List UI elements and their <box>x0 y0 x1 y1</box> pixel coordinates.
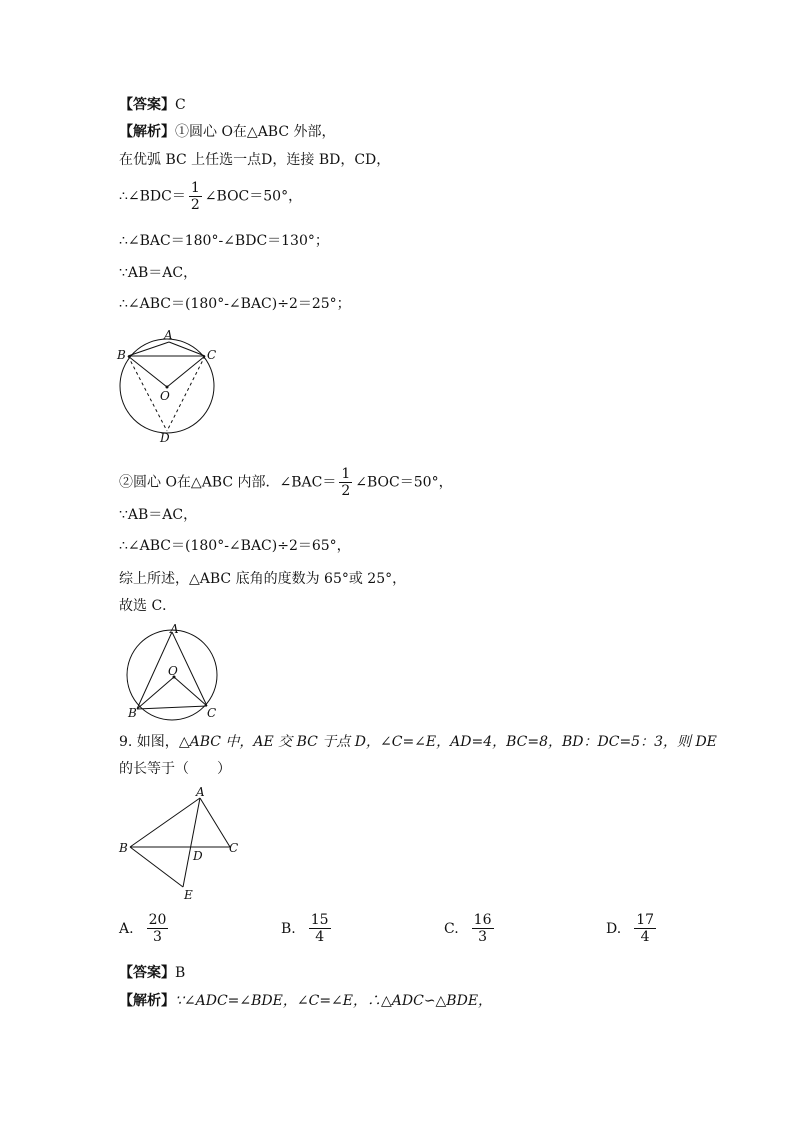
q9-stem-line-2: 的长等于（ ） <box>119 761 231 777</box>
segment-ac <box>200 798 230 847</box>
segment-ab <box>137 632 172 709</box>
label-c: C <box>229 841 239 855</box>
label-a: A <box>196 785 205 799</box>
analysis-text: ∵∠ADC=∠BDE，∠C=∠E，∴△ADC∽△BDE， <box>175 993 493 1009</box>
bdc-suffix: ∠BOC＝50°， <box>204 188 303 205</box>
half-fraction-2 <box>339 466 352 499</box>
fraction-denominator: 4 <box>315 929 325 945</box>
segment-be <box>130 847 183 887</box>
bac-line: ∴∠BAC＝180°-∠BDC＝130°； <box>119 233 329 249</box>
fraction-denominator: 3 <box>478 929 488 945</box>
answer-tag: 【答案】 <box>119 97 175 113</box>
q9-answer-line <box>119 964 185 982</box>
fraction-denominator: 4 <box>640 929 650 945</box>
case1-title: ①圆心 O在△ABC 外部， <box>175 124 336 140</box>
case2-suffix: ∠BOC＝50°， <box>355 474 453 491</box>
segment-ae <box>183 798 200 887</box>
option-fraction <box>634 912 656 945</box>
q8-answer-line <box>119 96 186 114</box>
label-d: D <box>160 431 170 445</box>
analysis-tag: 【解析】 <box>119 124 175 140</box>
label-o: O <box>160 389 170 403</box>
option-c[interactable] <box>444 912 497 945</box>
segment-co <box>167 356 205 387</box>
bdc-prefix: ∴∠BDC＝ <box>119 188 186 205</box>
fraction-numerator: 16 <box>473 912 492 928</box>
case2-line <box>119 466 453 499</box>
abc-line-1: ∴∠ABC＝(180°-∠BAC)÷2＝25°； <box>119 296 351 312</box>
option-label: D. <box>606 920 622 937</box>
conclusion-line: 故选 C． <box>119 598 177 614</box>
label-e: E <box>184 888 193 902</box>
q9-stem-line-1 <box>119 733 717 751</box>
segment-co <box>174 677 207 706</box>
figure-2-circle-inside <box>115 620 230 725</box>
fraction-numerator: 20 <box>148 912 167 928</box>
option-b[interactable] <box>281 912 334 945</box>
option-fraction <box>309 912 331 945</box>
fraction-denominator: 2 <box>190 197 200 213</box>
answer-tag: 【答案】 <box>119 965 175 981</box>
label-b: B <box>119 841 128 855</box>
case2-prefix: ②圆心 O在△ABC 内部．∠BAC＝ <box>119 474 337 491</box>
segment-ba <box>130 798 200 847</box>
segment-bo <box>137 677 174 709</box>
q8-analysis-line <box>119 123 336 141</box>
fraction-numerator: 1 <box>341 466 351 482</box>
fraction-numerator: 1 <box>190 180 200 196</box>
segment-bc <box>137 706 207 709</box>
segment-ac <box>169 342 205 356</box>
option-label: B. <box>281 920 296 937</box>
figure-3-triangles <box>116 782 246 904</box>
answer-value: C <box>175 97 186 113</box>
summary-line: 综上所述，△ABC 底角的度数为 65°或 25°， <box>119 571 407 587</box>
option-fraction <box>147 912 169 945</box>
fraction-numerator: 17 <box>636 912 655 928</box>
option-label: A. <box>119 920 134 937</box>
segment-ab <box>128 342 169 356</box>
label-a: A <box>170 622 179 636</box>
label-d: D <box>193 849 203 863</box>
label-c: C <box>207 348 217 362</box>
bdc-line <box>119 180 302 213</box>
abc-line-2: ∴∠ABC＝(180°-∠BAC)÷2＝65°， <box>119 538 351 554</box>
analysis-tag: 【解析】 <box>119 993 175 1009</box>
option-label: C. <box>444 920 459 937</box>
half-fraction <box>189 180 202 213</box>
fraction-denominator: 3 <box>153 929 162 945</box>
label-a: A <box>164 328 173 342</box>
option-fraction <box>472 912 494 945</box>
label-b: B <box>128 706 137 720</box>
choose-d-line: 在优弧 BC 上任选一点D，连接 BD，CD， <box>119 152 391 168</box>
label-c: C <box>207 706 217 720</box>
fraction-numerator: 15 <box>310 912 329 928</box>
fraction-denominator: 2 <box>341 483 351 499</box>
label-b: B <box>117 348 126 362</box>
option-a[interactable] <box>119 912 171 945</box>
ab-ac-line-1: ∵AB＝AC， <box>119 265 198 281</box>
segment-bo <box>128 356 167 387</box>
q9-analysis-line <box>119 992 492 1010</box>
option-d[interactable] <box>606 912 659 945</box>
question-number: 9. 如图， <box>119 734 179 750</box>
label-o: O <box>168 664 178 678</box>
figure-1-circle-outside <box>112 325 222 445</box>
answer-value: B <box>175 965 186 981</box>
question-stem: △ABC 中，AE 交 BC 于点 D，∠C=∠E，AD=4，BC=8，BD：DC=5：3，则 DE <box>178 734 717 750</box>
ab-ac-line-2: ∵AB＝AC， <box>119 507 198 523</box>
